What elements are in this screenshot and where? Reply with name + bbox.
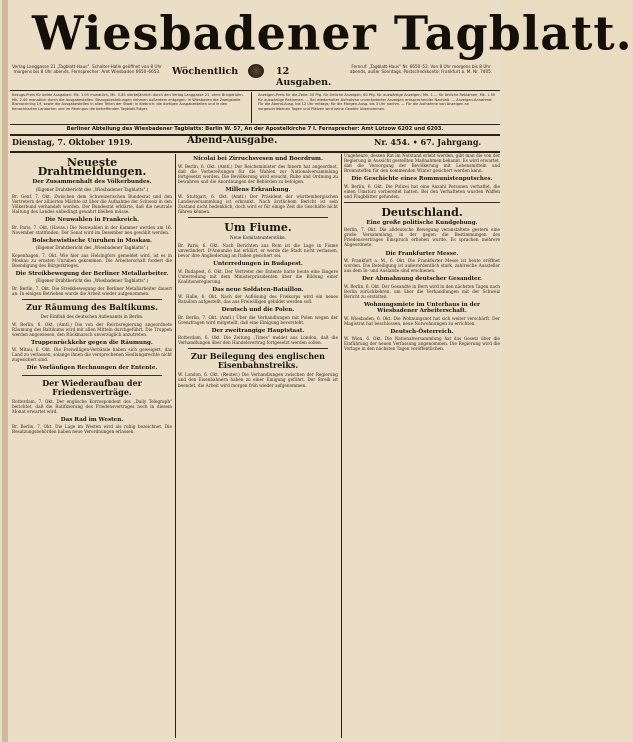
- article-heading: Die Streikbewegung der Berliner Metallarbeiter.: [15, 270, 169, 277]
- column-3: [344, 153, 500, 738]
- issue-date: Dienstag, 7. Oktober 1919.: [12, 137, 133, 147]
- page-edge: [2, 0, 8, 742]
- issue-number: Nr. 454. • 67. Jahrgang.: [374, 137, 482, 147]
- masthead-right-info: Fernruf: „Tagblatt-Haus" Nr. 6650–53. Von 8 Uhr morgens bis 8 Uhr abends, außer Sonntags. Postscheckkonto: Frankfurt a. M. Nr. 7405.: [349, 64, 493, 75]
- article-text: W. London, 6. Okt. (Reuter.) Die Verhandlungen zwischen der Regierung und den Eisenbahnern haben zu einer Einigung geführt. Der Streik ist beendet, die Arbeit wird morgen früh wieder aufgenommen.: [178, 372, 338, 388]
- article-text: W. Wiesbaden, 6. Okt. Die Wohnungsnot hat sich weiter verschärft. Der Magistrat hat beschlossen, neue Notwohnungen zu errichten.: [344, 315, 500, 326]
- berlin-office-line: Berliner Abteilung des Wiesbadener Tagblatts: Berlin W. 57, An der Apostelkirche 7 I. Fernsprecher: Amt Lützow 6202 und 6203.: [66, 126, 444, 132]
- article-heading: Unterredungen in Budapest.: [213, 261, 303, 268]
- article-text: W. Berlin, 6. Okt. Der Gesandte in Bern wird in den nächsten Tagen nach Berlin zurückkehren, um über die Verhandlungen mit der Schweiz Bericht zu erstatten.: [344, 283, 500, 299]
- article-subheading: Der Einfluß des deutschen Außenamts in Berlin.: [40, 314, 144, 320]
- newspaper-page: [2, 0, 633, 742]
- article-heading: Nicolai bei Zirruchsvesen und Boerdrum.: [193, 156, 323, 162]
- article-heading: Wohnungsmiete im Unterhaus in der Wiesbadener Arbeiterschaft.: [363, 301, 480, 315]
- article-text: W. Frankfurt a. M., 6. Okt. Die Frankfurter Messe ist heute eröffnet worden. Die Beteiligung ist außerordentlich stark, zahlreiche Aussteller aus dem In- und Auslande sind erschienen.: [344, 258, 500, 274]
- article-heading: Der Zusammenhalt des Völkerbundes.: [32, 179, 152, 185]
- article-heading: Die Vorläufigen Rechnungen der Entente.: [26, 365, 158, 372]
- advertising-notice: Anzeigen-Preis für die Zeile: 50 Pfg. für örtliche Anzeigen; 60 Pfg. für auswärtige Anzeigen; Mk. 1.— für örtliche Reklamen; Mk. 1.50 für auswärtige Reklamen. — Bei wiederholter Aufnahme unveränderter Anzeigen entsprechender Nachlaß. — Anzeigen-Annahme: Für die Abend-Ausg. bis 12 Uhr mittags; für die Morgen-Ausg. bis 3 Uhr nachm. — Für die Aufnahme von Anzeigen an vorgeschriebenen Tagen und Plätzen wird keine Gewähr übernommen.: [258, 93, 496, 111]
- article-heading: Eine große politische Kundgebung.: [366, 219, 478, 226]
- article-text: W. Berlin, 6. Okt. (Amtl.) Die von der Reichsregierung angeordnete Räumung des Baltikums wird mit allen Mitteln durchgeführt. Die Truppen werden angewiesen, den Rückmarsch unverzüglich anzutreten.: [12, 321, 172, 337]
- article-text: Rotterdam, 6. Okt. Die Zeitung „Times" meldet aus London, daß die Verhandlungen über den Handelsvertrag fortgesetzt werden sollen.: [178, 335, 338, 346]
- article-text: W. Halle, 6. Okt. Nach der Auflösung des Freikorps wird ein neues Bataillon aufgestellt, das aus Freiwilligen gebildet werden soll.: [178, 294, 338, 305]
- article-heading: Das Rad im Westen.: [60, 416, 124, 423]
- article-text: Berlin, 7. Okt. Die alldeutsche Bewegung veranstaltete gestern eine große Versammlung, in der gegen die Bestimmungen des Friedensvertrages Einspruch erhoben wurde. Es sprachen mehrere Abgeordnete.: [344, 227, 500, 248]
- article-heading: Zur Beilegung des englischen Eisenbahnstreiks.: [191, 351, 325, 371]
- divider: [344, 202, 500, 203]
- masthead-title: Wiesbadener Tagblatt.: [32, 5, 633, 61]
- weekly-label: Wöchentlich: [172, 66, 239, 77]
- article-text: W. Stuttgart, 6. Okt. (Amtl.) Der Präsident der württembergischen Landesversammlung ist erkrankt. Nach ärztlichem Bericht ist sein Zustand nicht bedenklich, doch wird er für einige Zeit die Geschäfte nicht führen können.: [178, 194, 338, 215]
- column-1: [12, 153, 172, 738]
- section-heading: Deutschland.: [381, 205, 463, 219]
- article-text: Br. Genf, 7. Okt. Zwischen dem Schweizerischen Bundesrat und den Vertretern der alliierten Mächte ist über die Aufnahme der Schweiz in den Völkerbund verhandelt worden. Der Bundesrat erklärte, daß die neutrale Haltung des Landes unbedingt gewahrt bleiben müsse.: [12, 194, 172, 215]
- article-heading: Das neue Soldaten-Bataillon.: [212, 286, 304, 293]
- article-heading: Zur Räumung des Baltikums.: [26, 302, 158, 313]
- column-divider: [341, 154, 342, 738]
- article-text: Kopenhagen, 7. Okt. Wie hier aus Helsingfors gemeldet wird, ist es in Moskau zu ernsten Unruhen gekommen. Die Arbeiterschaft fordert die Beendigung des Bürgerkrieges.: [12, 252, 172, 268]
- divider: [188, 348, 328, 349]
- article-text: Br. Berlin, 7. Okt. (Amtl.) Über die Verhandlungen mit Polen wegen der Grenzfragen wird mitgeteilt, daß eine Einigung bevorsteht.: [178, 314, 338, 325]
- article-heading: Deutsch-Österreich.: [390, 328, 454, 335]
- masthead-middle: [172, 64, 342, 88]
- article-text: Br. Paris, 7. Okt. (Havas.) Die Neuwahlen in der Kammer werden am 16. November stattfinden. Der Senat wird im Dezember neu gewählt werden.: [12, 224, 172, 235]
- article-heading: Die Neuwahlen in Frankreich.: [44, 217, 139, 224]
- article-heading: Der Abmahnung deutscher Gesandter.: [361, 276, 483, 283]
- divider: [188, 217, 328, 218]
- article-heading: Truppenrückkehr gegen die Räumung.: [31, 339, 153, 346]
- article-heading: Die Geschichte eines Rommunistenputsches.: [351, 176, 493, 183]
- divider: [251, 92, 252, 123]
- article-text: Br. Paris, 6. Okt. Nach Berichten aus Rom ist die Lage in Fiume unverändert. D'Annunzio hat erklärt, er werde die Stadt nicht verlassen, bevor ihre Angliederung an Italien gesichert sei.: [178, 242, 338, 258]
- article-heading: Bolschewistische Unruhen in Moskau.: [31, 237, 153, 244]
- article-text: Rotterdam, 7. Okt. Der englische Korrespondent des „Daily Telegraph" berichtet, daß die Ratifizierung des Friedensvertrages noch in diesem Monat erwartet wird.: [12, 398, 172, 414]
- article-subheading: Neue Komitatsunterstüke.: [230, 235, 286, 241]
- article-text: Br. Berlin, 7. Okt. Die Streikbewegung der Berliner Metallarbeiter dauert an. In einigen Betrieben wurde die Arbeit wieder aufgenommen.: [12, 285, 172, 296]
- article-text: Br. Berlin, 7. Okt. Die Lage im Westen wird als ruhig bezeichnet. Die Besatzungsbehörden haben neue Verordnungen erlassen.: [12, 424, 172, 435]
- article-subheading: (Eigener Drahtbericht des „Wiesbadener Tagblatts".): [35, 245, 149, 251]
- article-heading: Der zweitrangige Hauptstaat.: [211, 327, 305, 334]
- article-heading: Millens Erkrankung.: [225, 186, 291, 193]
- issues-label: 12 Ausgaben.: [276, 66, 332, 88]
- article-subheading: (Eigener Drahtbericht des „Wiesbadener Tagblatts".): [35, 278, 149, 284]
- article-text: W. Budapest, 6. Okt. Der Vertreter der Entente hatte heute eine längere Unterredung mit dem Ministerpräsidenten über die Bildung einer Koalitionsregierung.: [178, 268, 338, 284]
- divider: [22, 299, 162, 300]
- article-text: W. Berlin, 6. Okt. Die Polizei hat eine Anzahl Personen verhaftet, die einen Umsturz vorbereitet hatten. Bei den Verhafteten wurden Waffen und Flugblätter gefunden.: [344, 183, 500, 199]
- section-heading: Neueste Drahtmeldungen.: [37, 156, 147, 178]
- article-heading: Deutsch und die Polen.: [221, 307, 295, 314]
- article-heading: Der Wiederaufbau der Friedensverträge.: [42, 377, 142, 397]
- emblem-icon: [248, 64, 264, 78]
- divider: [10, 124, 500, 125]
- divider: [10, 90, 500, 91]
- column-2: [178, 153, 338, 738]
- article-subheading: (Eigener Drahtbericht des „Wiesbadener Tagblatts".): [35, 186, 149, 192]
- article-heading: Die Frankfurter Messe.: [385, 250, 459, 257]
- masthead-left-info: Verlag Langgasse 21 „Tagblatt-Haus". Schalter-Halle geöffnet von 8 Uhr morgens bis 8 Uhr abends. Fernsprecher: Amt Wiesbaden 6650–6653.: [12, 64, 162, 75]
- edition-title: Abend-Ausgabe.: [187, 135, 278, 146]
- subscription-notice: Bezugs-Preis für beide Ausgaben: Mk. 1.95 monatlich, Mk. 5.85 vierteljährlich durch den Verlag Langgasse 21, ohne Bringerlohn. Mk. 2.40 monatlich durch die Ausgabestellen. Bezugsbestellungen nehmen außerdem entgegen: in Wiesbaden die Zweigstelle Bismarckring 19, sowie die Ausgabestellen in allen Teilen der Stadt; in Biebrich: die dortigen Ausgabestellen und in den benachbarten Landorten und im Rheingau die betreffenden Tagblatt-Träger.: [12, 93, 244, 111]
- article-text: W. Berlin, 6. Okt. (Amtl.) Der Reichsminister des Innern hat angeordnet, daß die Vorbereitungen für die Wahlen zur Nationalversammlung fortgesetzt werden. Die Bevölkerung wird ersucht, Ruhe und Ordnung zu bewahren und die Anordnungen der Behörden zu befolgen.: [178, 163, 338, 184]
- column-divider: [175, 154, 176, 738]
- divider: [22, 375, 162, 376]
- article-text: Ungeheure, dessen Rat im Notstand erlebt werden, gibt man die von der Regierung in Aussicht gestellten Maßnahmen bekannt. Es wird erwartet, daß die Versorgung der Bevölkerung mit Lebensmitteln und Brennstoffen für den kommenden Winter gesichert werden kann.: [344, 153, 500, 174]
- article-text: W. Wien, 6. Okt. Die Nationalversammlung hat das Gesetz über die Einführung der neuen Verfassung angenommen. Die Regierung wird die Vorlage in den nächsten Tagen veröffentlichen.: [344, 336, 500, 352]
- article-text: W. Mitau, 6. Okt. Die Freiwilligen-Verbände haben sich geweigert, das Land zu verlassen, solange ihnen die versprochenen Siedlungsrechte nicht zugesichert sind.: [12, 347, 172, 363]
- section-heading: Um Fiume.: [224, 221, 292, 235]
